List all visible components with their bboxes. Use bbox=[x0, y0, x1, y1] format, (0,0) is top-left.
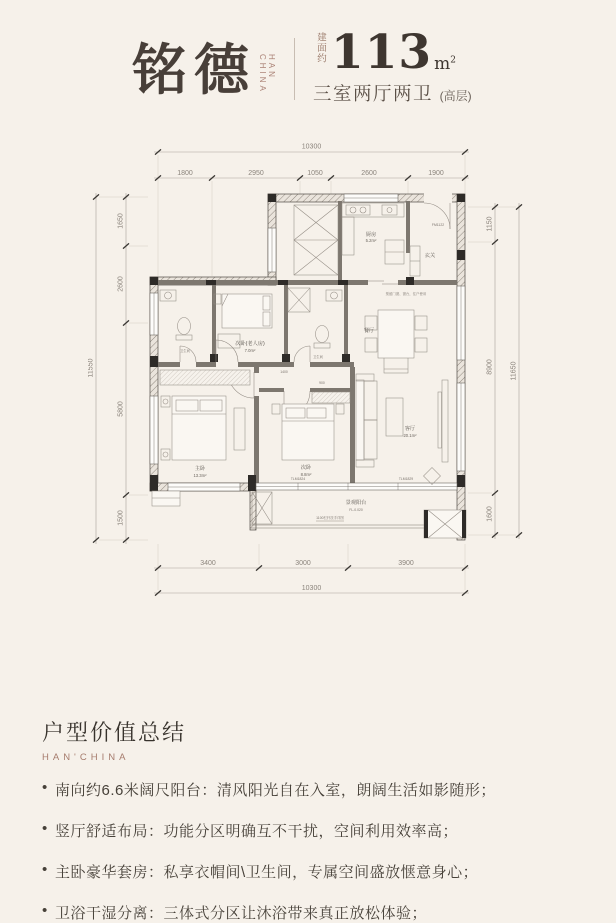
summary-heading: 户型价值总结 bbox=[42, 720, 187, 745]
dim-right-total: 11650 bbox=[510, 361, 518, 381]
value-summary bbox=[42, 716, 582, 923]
label-bedroom2-area: 8.8m² bbox=[300, 472, 312, 477]
label-dining: 餐厅 bbox=[363, 328, 375, 334]
area-value: 113 bbox=[331, 25, 433, 81]
balcony-rail-note: 1100栏杆扶手详图 bbox=[316, 516, 344, 520]
label-balcony-level: FL-0.020 bbox=[349, 508, 363, 512]
summary-heading-en: HAN'CHINA bbox=[42, 752, 130, 763]
summary-bullet bbox=[42, 779, 582, 800]
label-master-area: 13.3m² bbox=[193, 473, 207, 478]
layout-line bbox=[313, 80, 484, 106]
summary-bullet-text: 竖厅舒适布局：功能分区明确互不干扰，空间利用效率高； bbox=[55, 823, 459, 840]
bedroom2-furniture bbox=[272, 392, 350, 460]
balcony bbox=[152, 491, 466, 538]
label-master: 主卧 bbox=[194, 466, 206, 472]
window-code-right: TLM1829 bbox=[398, 477, 414, 481]
bathroom1-fixtures bbox=[160, 290, 192, 340]
dim-left-3: 5800 bbox=[117, 401, 125, 417]
summary-bullet bbox=[42, 902, 582, 923]
area-unit bbox=[434, 56, 456, 73]
summary-bullet bbox=[42, 861, 582, 882]
duct-shaft bbox=[294, 205, 338, 275]
summary-bullet-text: 卫浴干湿分离：三体式分区让沐浴带来真正放松体验； bbox=[55, 905, 428, 922]
dim-bottom-total: 10300 bbox=[301, 585, 322, 592]
living-furniture bbox=[356, 356, 448, 484]
dining-note: 预留门窗、窗台，住户使用 bbox=[385, 292, 427, 296]
label-bath1: 卫生间 bbox=[179, 349, 191, 353]
summary-bullet bbox=[42, 820, 582, 841]
dim-left-1: 1650 bbox=[117, 213, 125, 229]
window-code-left: TLM1824 bbox=[290, 477, 306, 481]
door-code: FM1122 bbox=[431, 223, 445, 227]
dim-top-5: 1900 bbox=[428, 170, 444, 177]
label-bedroom2: 次卧 bbox=[300, 465, 312, 471]
summary-list bbox=[42, 779, 582, 923]
label-living: 客厅 bbox=[404, 426, 416, 432]
label-bedroom3-area: 7.0m² bbox=[244, 348, 256, 353]
header bbox=[0, 0, 616, 114]
dim-top-total: 10300 bbox=[301, 143, 322, 151]
label-bath2: 卫生间 bbox=[312, 355, 324, 359]
dim-top-2: 2950 bbox=[248, 170, 264, 177]
label-balcony: 景观阳台 bbox=[345, 500, 367, 506]
dim-top-1: 1800 bbox=[177, 170, 193, 177]
area-prefix: 建面约 bbox=[315, 31, 327, 64]
dim-right-2: 8900 bbox=[486, 359, 494, 375]
floor-plan bbox=[88, 130, 528, 608]
dining-furniture bbox=[365, 310, 427, 358]
dim-right-1: 1150 bbox=[486, 216, 494, 232]
dim-left-total: 11550 bbox=[88, 358, 95, 378]
area-line bbox=[313, 25, 484, 81]
brand-name: 铭德 bbox=[132, 36, 257, 102]
layout-note: (高层) bbox=[439, 89, 472, 104]
area-unit-sup: 2 bbox=[450, 55, 456, 66]
label-living-area: 20.1m² bbox=[403, 433, 417, 438]
dim-bottom-2: 3000 bbox=[295, 560, 311, 567]
summary-bullet-text: 南向约6.6米阔尺阳台：清风阳光自在入室，朗阔生活如影随形； bbox=[55, 782, 496, 799]
interior-dim-2: 900 bbox=[319, 381, 325, 385]
area-unit-base: m bbox=[434, 54, 451, 75]
dim-bottom-1: 3400 bbox=[200, 560, 216, 567]
unit-spec bbox=[313, 25, 484, 107]
label-foyer: 玄关 bbox=[424, 253, 436, 259]
label-bedroom3: 次卧(老人房) bbox=[235, 341, 265, 347]
summary-bullet-text: 主卧豪华套房：私享衣帽间\卫生间，专属空间盛放惬意身心； bbox=[55, 864, 479, 881]
layout-subtitle: 三室两厅两卫 bbox=[313, 83, 434, 105]
header-divider bbox=[294, 38, 295, 100]
bedroom3-furniture bbox=[214, 294, 272, 348]
dim-top-3: 1050 bbox=[307, 170, 323, 177]
dim-left-2: 2600 bbox=[117, 276, 125, 292]
brand-name-en: HAN CHINA bbox=[258, 54, 277, 94]
label-kitchen: 厨房 bbox=[365, 232, 377, 238]
dim-top-4: 2600 bbox=[361, 170, 377, 177]
master-furniture bbox=[160, 370, 250, 460]
dim-right-3: 1600 bbox=[486, 506, 494, 522]
foyer-fixtures bbox=[410, 246, 420, 276]
bathroom2-fixtures bbox=[288, 288, 342, 348]
label-kitchen-area: 5.2m² bbox=[365, 238, 377, 243]
dim-left-4: 1500 bbox=[117, 510, 125, 526]
interior-dim-1: 1400 bbox=[280, 370, 288, 374]
dim-bottom-3: 3900 bbox=[398, 560, 414, 567]
